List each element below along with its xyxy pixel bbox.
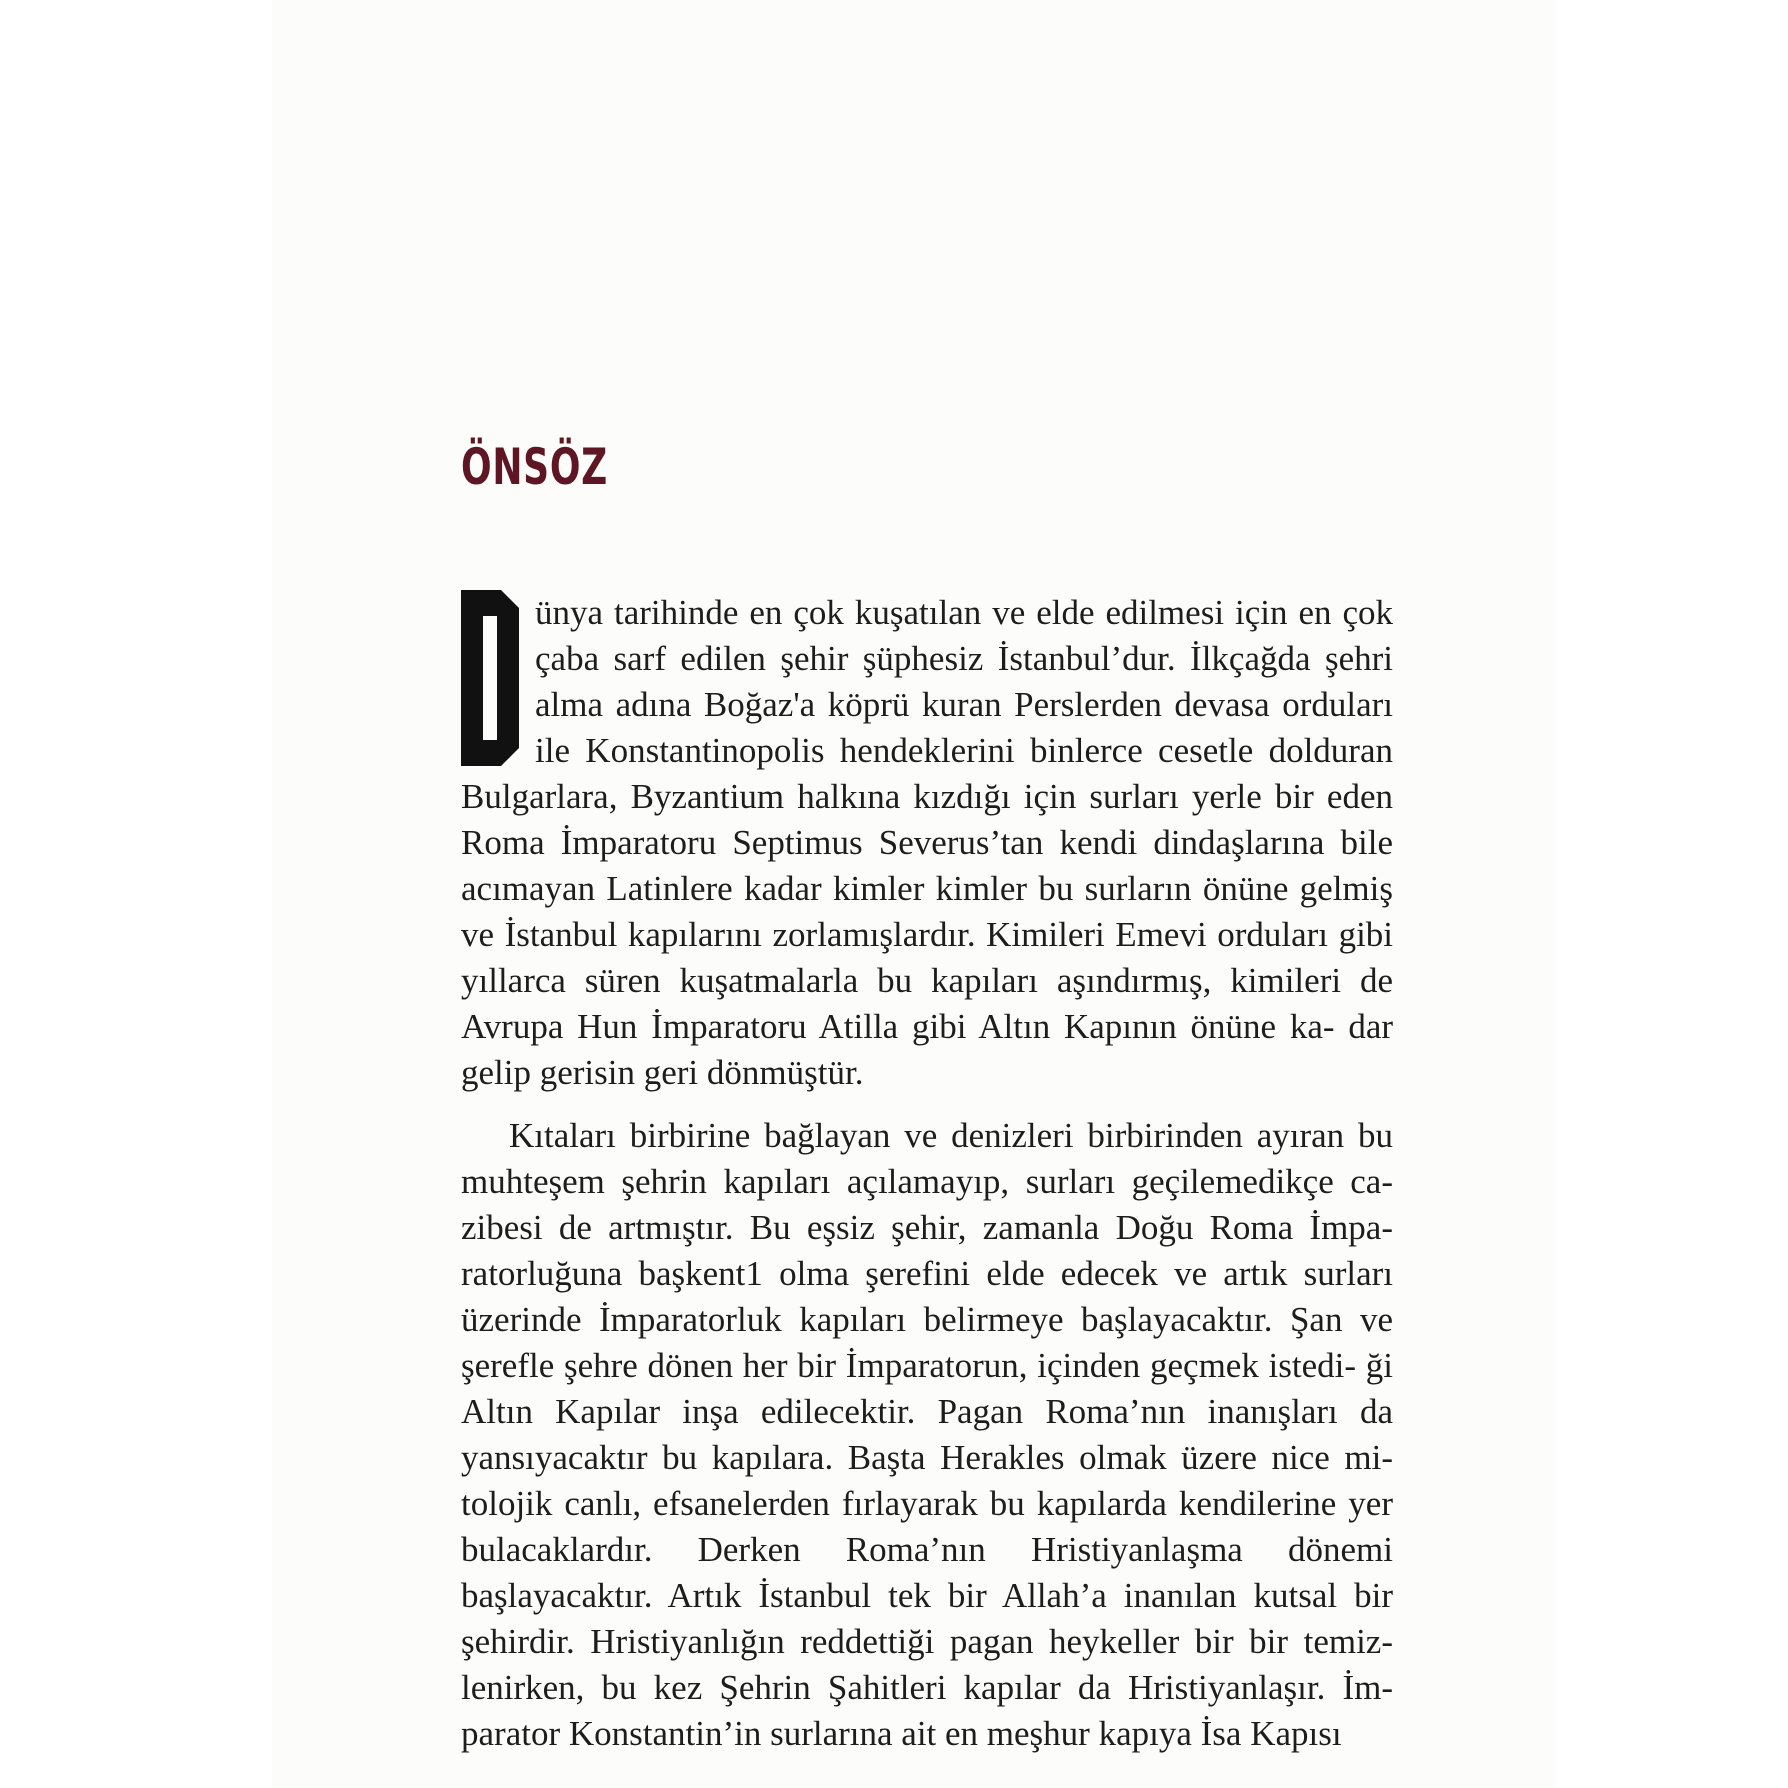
- text-line: muhteşem şehrin kapıları açılamayıp, surları geçilemedikçe ca-: [461, 1162, 1393, 1201]
- text-line: ünya tarihinde en çok kuşatılan ve elde edilmesi için en çok: [535, 593, 1393, 632]
- text-line: Roma İmparatoru Septimus Severus’tan kendi dindaşlarına bile: [461, 823, 1393, 862]
- text-line: ile Konstantinopolis hendeklerini binlerce cesetle dolduran: [535, 731, 1393, 770]
- text-line: yansıyacaktır bu kapılara. Başta Herakles olmak üzere nice mi-: [461, 1438, 1393, 1477]
- text-line: Bulgarlara, Byzantium halkına kızdığı için surları yerle bir eden: [461, 777, 1393, 816]
- text-line: zibesi de artmıştır. Bu eşsiz şehir, zamanla Doğu Roma İmpa-: [461, 1208, 1393, 1247]
- text-line: çaba sarf edilen şehir şüphesiz İstanbul’dur. İlkçağda şehri: [535, 639, 1393, 678]
- text-line: de Avrupa Hun İmparatoru Atilla gibi Altın Kapının önüne ka-: [461, 961, 1393, 1046]
- text-line: dar gelip gerisin geri dönmüştür.: [461, 1007, 1394, 1092]
- paragraph-1: [461, 590, 1393, 1096]
- drop-cap-d: [461, 590, 519, 766]
- drop-cap-glyph: [461, 590, 519, 766]
- text-line: tolojik canlı, efsanelerden fırlayarak bu kapılarda kendilerine: [461, 1484, 1337, 1523]
- text-line: parator Konstantin’in surlarına ait en meşhur kapıya İsa Kapısı: [461, 1714, 1342, 1753]
- text-line: ve İstanbul kapılarını zorlamışlardır. Kimileri Emevi orduları: [461, 915, 1329, 954]
- text-line: alma adına Boğaz'a köprü kuran Perslerden devasa orduları: [535, 685, 1393, 724]
- text-line: ği Altın Kapılar inşa edilecektir. Pagan Roma’nın inanışları da: [461, 1346, 1394, 1431]
- text-line: acımayan Latinlere kadar kimler kimler bu surların önüne gelmiş: [461, 869, 1393, 908]
- text-line: lenirken, bu kez Şehrin Şahitleri kapılar da Hristiyanlaşır. İm-: [461, 1668, 1393, 1707]
- text-line: şerefle şehre dönen her bir İmparatorun, içinden geçmek istedi-: [461, 1346, 1357, 1385]
- paragraph-2: [461, 1113, 1393, 1757]
- text-line: üzerinde İmparatorluk kapıları belirmeye başlayacaktır. Şan ve: [461, 1300, 1393, 1339]
- book-page: [272, 0, 1556, 1788]
- text-line: Kıtaları birbirine bağlayan ve denizleri birbirinden ayıran bu: [509, 1116, 1393, 1155]
- text-line: yer bulacaklardır. Derken Roma’nın Hristiyanlaşma dönemi: [461, 1484, 1393, 1569]
- text-line: gibi yıllarca süren kuşatmalarla bu kapıları aşındırmış, kimileri: [461, 915, 1394, 1000]
- text-line: ratorluğuna başkent1 olma şerefini elde edecek ve artık surları: [461, 1254, 1393, 1293]
- page-title: ÖNSÖZ: [461, 438, 608, 496]
- text-line: başlayacaktır. Artık İstanbul tek bir Allah’a inanılan kutsal bir: [461, 1576, 1393, 1615]
- body-text: [461, 590, 1393, 1757]
- text-line: şehirdir. Hristiyanlığın reddettiği pagan heykeller bir bir temiz-: [461, 1622, 1393, 1661]
